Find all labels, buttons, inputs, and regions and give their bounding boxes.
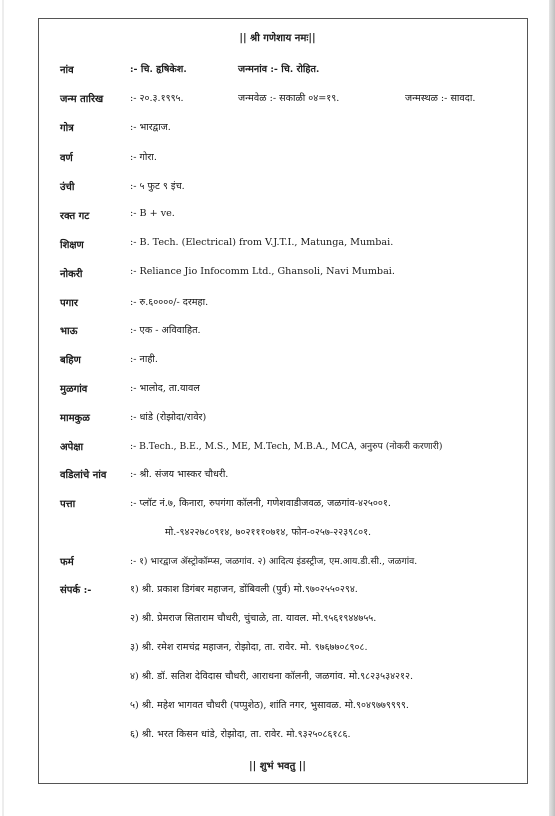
value-birth-place: जन्मस्थळ :- सावदा.: [405, 93, 476, 104]
label-job: नोकरी: [60, 269, 83, 280]
row-gotra: [0, 120, 555, 140]
value-maternal-family: :- धांडे (रोझोदा/रावेर): [130, 412, 207, 423]
label-name: नांव: [60, 65, 74, 76]
label-contacts: संपर्क :-: [60, 585, 92, 596]
row-brother: [0, 323, 555, 343]
value-blood-group: :- B + ve.: [130, 208, 175, 219]
value-sister: :- नाही.: [130, 354, 158, 365]
value-gotra: :- भारद्वाज.: [130, 122, 171, 133]
value-birth-time: जन्मवेळ :- सकाळी ०४=१९.: [238, 93, 340, 104]
row-blood-group: [0, 208, 555, 228]
contact-item: ५) श्री. महेश भागवत चौधरी (पप्पुशेठ), शांति नगर, भुसावळ. मो.९०४९७७९९९९.: [130, 700, 409, 711]
label-firm: फर्म: [60, 557, 74, 568]
contact-item: ३) श्री. रमेश रामचंद्र महाजन, रोझोदा, ता. रावेर. मो. ९७६७७०८९०८.: [130, 642, 368, 653]
label-dob: जन्म तारिख: [60, 94, 104, 105]
row-name: [0, 62, 555, 82]
row-maternal-family: [0, 410, 555, 430]
contact-item: ४) श्री. डॉ. सतिश देविदास चौधरी, आराधना कॉलनी, जळगांव. मो.९८२३५३४२१२.: [130, 671, 414, 682]
row-native-village: [0, 381, 555, 401]
value-expectation: :- B.Tech., B.E., M.S., ME, M.Tech, M.B.A., MCA, अनुरुप (नोकरी करणारी): [130, 441, 443, 452]
row-firm: [0, 554, 555, 574]
invocation-heading: || श्री गणेशाय नमः||: [239, 33, 316, 44]
row-dob: [0, 91, 555, 111]
value-address-phones: मो.-९४२२७८०९१४, ७०२१११०७१४, फोन-०२५७-२२३९८०१.: [165, 527, 372, 538]
label-expectation: अपेक्षा: [60, 442, 84, 453]
label-height: उंची: [60, 182, 75, 193]
closing-blessing: || शुभं भवतु ||: [248, 761, 307, 772]
label-complexion: वर्ण: [60, 153, 73, 164]
value-firm: :- १) भारद्वाज ॲस्ट्रोकॉम्प्स, जळगांव. २) आदित्य इंडस्ट्रीज, एम.आय.डी.सी., जळगांव.: [130, 556, 418, 567]
label-blood-group: रक्त गट: [60, 211, 90, 222]
label-maternal-family: मामकुळ: [60, 413, 90, 424]
label-address: पत्ता: [60, 499, 76, 510]
row-father: [0, 467, 555, 487]
value-dob: :- २०.३.१९९५.: [130, 93, 184, 104]
row-complexion: [0, 150, 555, 170]
label-father: वडिलांचे नांव: [60, 470, 107, 481]
contact-item: १) श्री. प्रकाश डिगंबर महाजन, डोंबिवली (पुर्व) मो.९७०२५५०२९४.: [130, 584, 358, 595]
value-address: :- प्लॉट नं.७, किनारा, रुपगंगा कॉलनी, गणेशवाडीजवळ, जळगांव-४२५००१.: [130, 498, 391, 509]
value-name: :- चि. हृषिकेश.: [130, 64, 187, 75]
label-native-village: मुळगांव: [60, 384, 88, 395]
value-brother: :- एक - अविवाहित.: [130, 325, 201, 336]
label-education: शिक्षण: [60, 240, 84, 251]
value-birth-name: जन्मनांव :- चि. रोहित.: [238, 64, 320, 75]
row-height: [0, 179, 555, 199]
label-gotra: गोत्र: [60, 123, 74, 134]
value-salary: :- रु.६००००/- दरमहा.: [130, 297, 209, 308]
row-address: [0, 496, 555, 516]
label-salary: पगार: [60, 298, 78, 309]
value-complexion: :- गोरा.: [130, 152, 157, 163]
contact-item: ६) श्री. भरत किसन धांडे, रोझोदा, ता. रावेर. मो.९३२५०८६१८६.: [130, 729, 351, 740]
label-sister: बहिण: [60, 355, 81, 366]
row-education: [0, 237, 555, 257]
row-sister: [0, 352, 555, 372]
label-brother: भाऊ: [60, 326, 78, 337]
row-job: [0, 266, 555, 286]
value-education: :- B. Tech. (Electrical) from V.J.T.I., Matunga, Mumbai.: [130, 237, 394, 248]
value-father: :- श्री. संजय भास्कर चौधरी.: [130, 469, 229, 480]
value-height: :- ५ फुट ९ इंच.: [130, 181, 185, 192]
row-salary: [0, 295, 555, 315]
value-job: :- Reliance Jio Infocomm Ltd., Ghansoli, Navi Mumbai.: [130, 266, 395, 277]
contact-item: २) श्री. प्रेमराज सिताराम चौधरी, चुंचाळे, ता. यावल. मो.९५६१९४४७५५.: [130, 613, 377, 624]
row-expectation: [0, 439, 555, 459]
value-native-village: :- भालोद, ता.यावल: [130, 383, 200, 394]
